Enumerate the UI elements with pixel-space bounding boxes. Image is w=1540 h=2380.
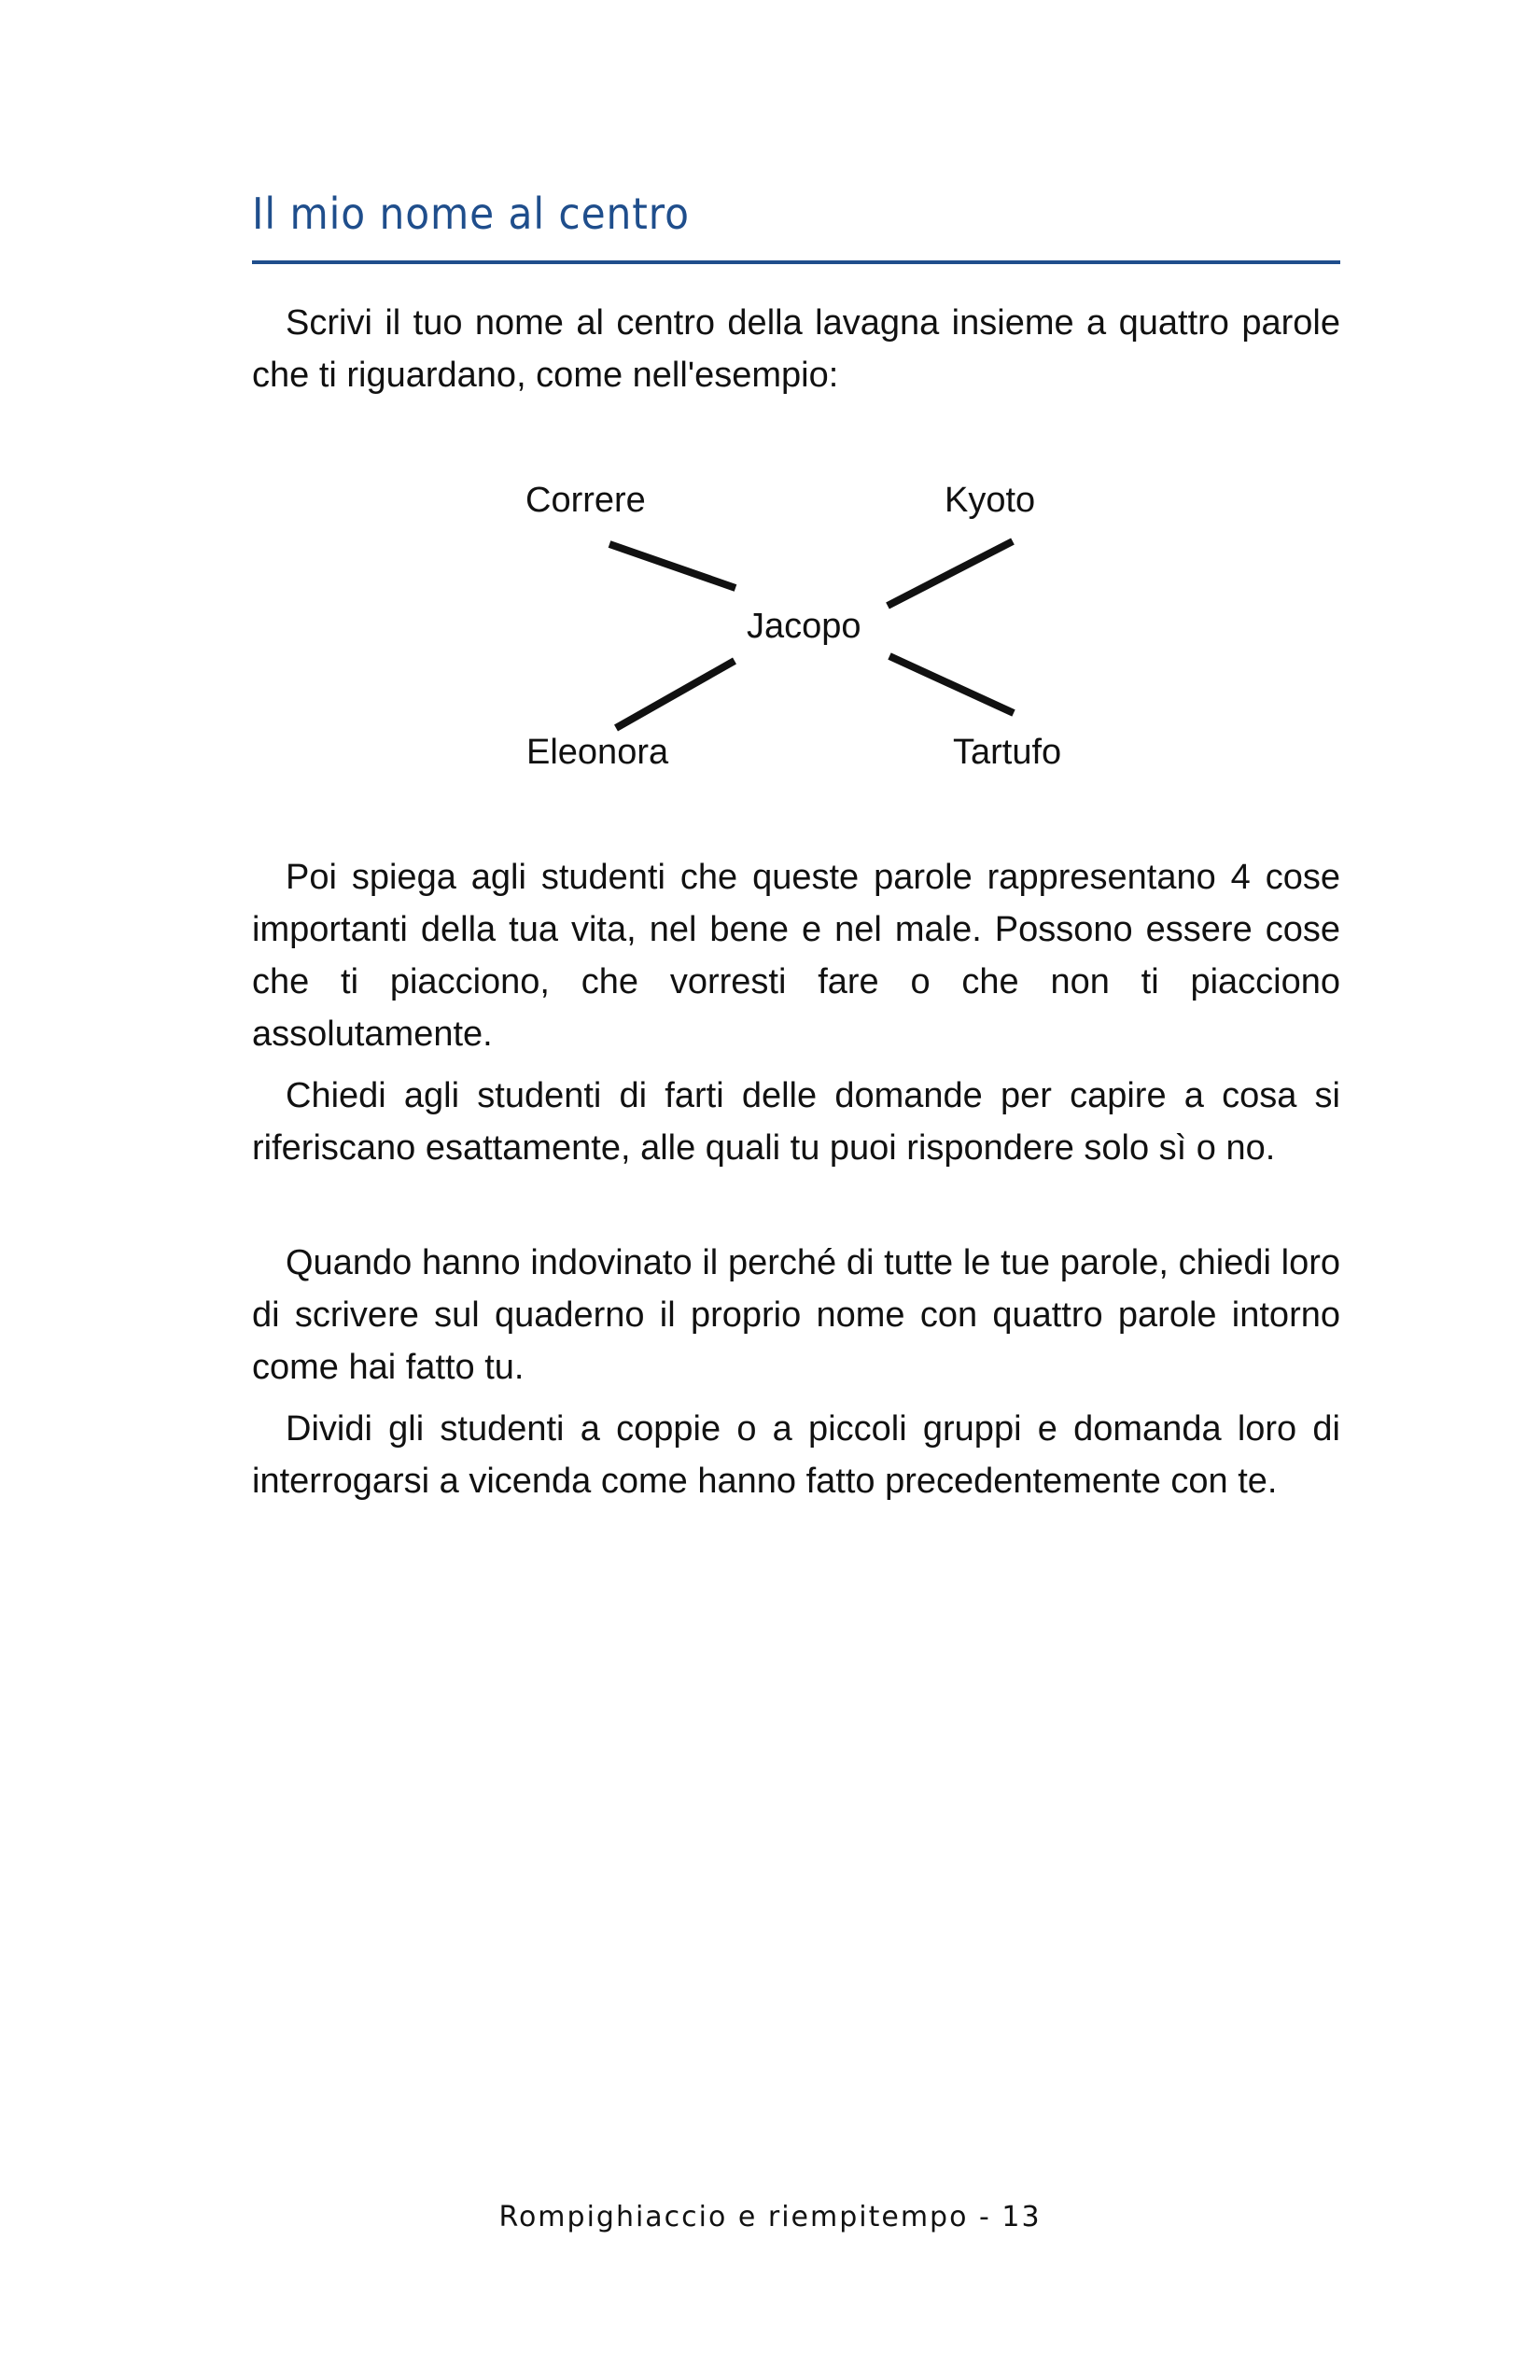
diagram-center-name: Jacopo xyxy=(747,607,861,646)
paragraph-pairs: Dividi gli studenti a coppie o a piccoli gruppi e domanda loro di interrogarsi a vicenda come hanno fatto precedentemente con te. xyxy=(252,1409,1340,1501)
diagram-word-top-left: Correre xyxy=(525,481,646,520)
paragraph-notebook: Quando hanno indovinato il perché di tutte le tue parole, chiedi loro di scrivere sul quaderno il proprio nome con quattro parole intorno come hai fatto tu. xyxy=(252,1243,1340,1387)
connector-top-right xyxy=(888,541,1013,606)
title-underline xyxy=(252,260,1340,264)
paragraph-questions: Chiedi agli studenti di farti delle domande per capire a cosa si riferiscano esattamente, alle quali tu puoi rispondere solo sì o no. xyxy=(252,1076,1340,1168)
diagram-word-top-right: Kyoto xyxy=(945,481,1036,520)
connector-bottom-left xyxy=(616,661,735,728)
diagram-word-bottom-left: Eleonora xyxy=(526,733,669,772)
paragraph-explain: Poi spiega agli studenti che queste parole rappresentano 4 cose importanti della tua vita, nel bene e nel male. Possono essere cose che ti piacciono, che vorresti fare o che non ti piacciono assolutamente. xyxy=(252,858,1340,1054)
page-footer: Rompighiaccio e riempitempo - 13 xyxy=(498,2201,1042,2233)
paragraph-intro: Scrivi il tuo nome al centro della lavagna insieme a quattro parole che ti riguardano, come nell'esempio: xyxy=(252,303,1340,395)
connector-top-left xyxy=(609,544,735,588)
connector-bottom-right xyxy=(889,656,1014,713)
section-title: Il mio nome al centro xyxy=(252,189,690,239)
diagram-word-bottom-right: Tartufo xyxy=(953,733,1062,772)
